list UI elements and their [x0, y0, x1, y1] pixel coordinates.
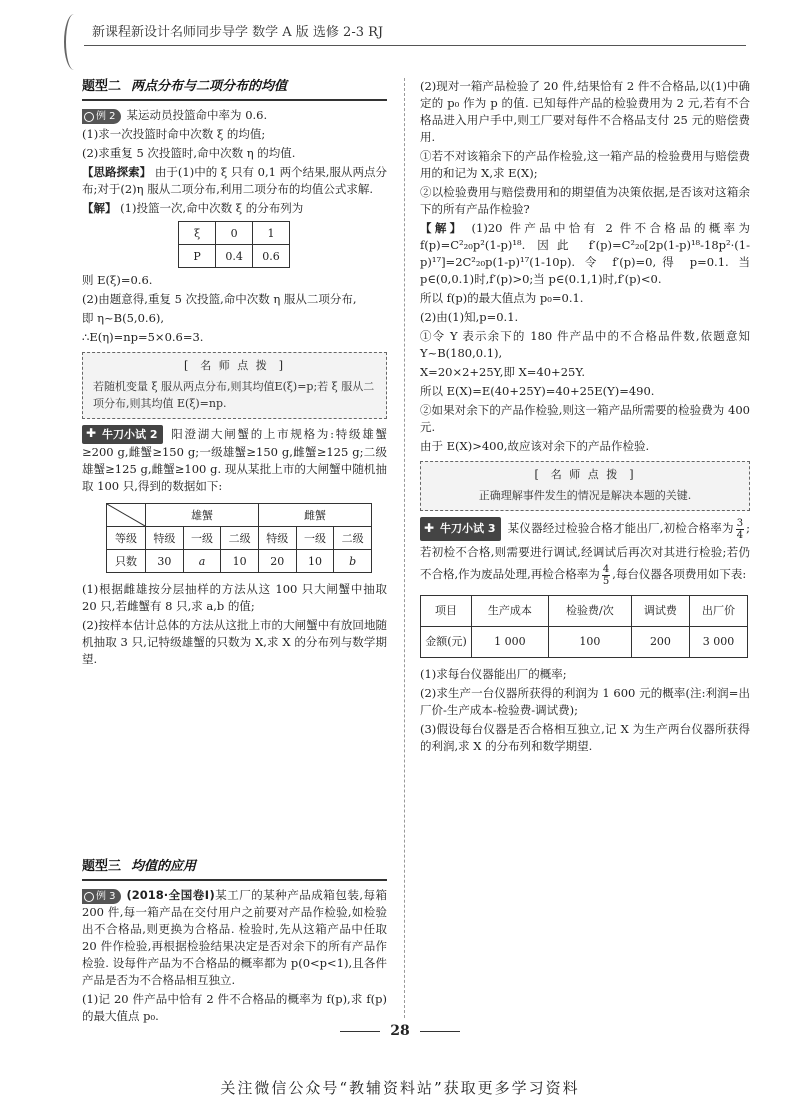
table-cell: P [179, 245, 216, 268]
section-title: 均值的应用 [131, 859, 197, 874]
table-cell: 只数 [107, 550, 146, 573]
trial-text: 某仪器经过检验合格才能出厂,初检合格率为 [507, 521, 734, 535]
solution-line: (1)投篮一次,命中次数 ξ 的分布列为 [120, 201, 304, 215]
example-2 [82, 107, 387, 124]
table-cell: 200 [631, 626, 689, 657]
section-3-block [82, 858, 387, 1027]
solution-line: (2)由(1)知,p=0.1. [420, 310, 519, 324]
example-tag: 例 2 [82, 109, 121, 124]
section-heading-2 [82, 78, 387, 101]
trial-2 [82, 425, 387, 495]
table-cell: 特级 [146, 527, 184, 550]
left-column [82, 78, 388, 1023]
right-column [420, 78, 750, 757]
table-cell: 0 [216, 222, 253, 245]
trial-text: 阳澄湖大闸蟹的上市规格为:特级雄蟹≥200 g,雌蟹≥150 g;一级雄蟹≥150 g,雌蟹≥125 g;二级雄蟹≥125 g,雌蟹≥100 g. 现从某批上市的大闸蟹中随机抽取 100 只,得到的数据如下: [82, 427, 387, 493]
tip-title: 名 师 点 拨 [541, 468, 630, 481]
solution-intro [82, 200, 387, 217]
table-cell: 一级 [183, 527, 221, 550]
tip-text: 正确理解事件发生的情况是解决本题的关键. [478, 489, 692, 502]
solution-line: (2)由题意得,重复 5 次投篮,命中次数 η 服从二项分布, [82, 292, 357, 306]
fraction-numerator: 3 [736, 517, 744, 529]
table-cell: 出厂价 [689, 595, 747, 626]
distribution-table [178, 221, 290, 268]
table-cell: ξ [179, 222, 216, 245]
page-header [0, 0, 800, 70]
fraction-denominator: 5 [602, 575, 610, 587]
tip-text: 若随机变量 ξ 服从两点分布,则其均值E(ξ)=p;若 ξ 服从二项分布,则其均值 E(ξ)=np. [93, 380, 375, 410]
tip-box-2: [ 名 师 点 拨 ] 正确理解事件发生的情况是解决本题的关键. [420, 461, 750, 511]
table-cell: 100 [548, 626, 631, 657]
table-cell: 1 [253, 222, 290, 245]
fraction [736, 518, 744, 541]
header-title: 新课程新设计名师同步导学 数学 A 版 选修 2-3 RJ [92, 25, 384, 40]
section-label: 题型二 [82, 79, 122, 94]
fraction [602, 564, 610, 587]
table-cell: 0.6 [253, 245, 290, 268]
question-line: ①若不对该箱余下的产品作检验,这一箱产品的检验费用与赔偿费用的和记为 X,求 E(X); [420, 149, 750, 180]
table-cell: 30 [146, 550, 184, 573]
solution-label: 【解】 [420, 221, 465, 235]
trial-question: (3)假设每台仪器是否合格相互独立,记 X 为生产两台仪器所获得的利润,求 X 的分布列和数学期望. [420, 721, 750, 753]
solution-label: 【解】 [82, 201, 117, 215]
solution-line: 则 E(ξ)=0.6. [82, 273, 153, 287]
trial-question: (2)求生产一台仪器所获得的利润为 1 600 元的概率(注:利润=出厂价-生产成本-检验费-调试费); [420, 685, 750, 717]
solution-line: 所以 f(p)的最大值点为 p₀=0.1. [420, 291, 584, 305]
table-cell: 一级 [296, 527, 334, 550]
crab-table [106, 503, 372, 573]
page-number-text: 28 [390, 1023, 410, 1039]
page-number [0, 1023, 800, 1040]
table-cell: 10 [221, 550, 259, 573]
solution-line: 所以 E(X)=E(40+25Y)=40+25E(Y)=490. [420, 384, 655, 398]
fraction-numerator: 4 [602, 563, 610, 575]
example-3 [82, 887, 387, 989]
table-cell: 等级 [107, 527, 146, 550]
question-line: ②以检验费用与赔偿费用和的期望值为决策依据,是否该对这箱余下的所有产品作检验? [420, 185, 750, 216]
trial-text: ;若初检不合格,则需要进行调试,经调试后再次对其进行检验;若仍不合格,作为废品处理,再检合格率为 [420, 521, 750, 581]
trial-question: (1)根据雌雄按分层抽样的方法从这 100 只大闸蟹中抽取 20 只,若雌蟹有 8 只,求 a,b 的值; [82, 582, 387, 613]
example-line: (1)求一次投篮时命中次数 ξ 的均值; [82, 127, 266, 141]
trial-tag: ✚ 牛刀小试 2 [82, 425, 163, 444]
table-cell: 特级 [258, 527, 296, 550]
section-heading-3 [82, 858, 387, 881]
table-cell: 20 [258, 550, 296, 573]
table-cell: b [334, 550, 372, 573]
example-line: 某运动员投篮命中率为 0.6. [126, 108, 268, 122]
solution-line: X=20×2+25Y,即 X=40+25Y. [420, 365, 586, 379]
table-cell: 生产成本 [472, 595, 549, 626]
footer-promo: 关注微信公众号“教辅资料站”获取更多学习资料 [220, 1079, 580, 1097]
diagonal-cell [107, 504, 146, 527]
table-cell: 二级 [221, 527, 259, 550]
solution-line: ①令 Y 表示余下的 180 件产品中的不合格品件数,依题意知 Y~B(180,0.1), [420, 329, 750, 360]
solution-line: 由于 E(X)>400,故应该对余下的产品作检验. [420, 439, 650, 453]
column-divider [404, 78, 405, 1018]
table-cell: 金额(元) [421, 626, 472, 657]
table-cell: 检验费/次 [548, 595, 631, 626]
trial-question: (1)求每台仪器能出厂的概率; [420, 666, 567, 681]
solution-line: ②如果对余下的产品作检验,则这一箱产品所需要的检验费为 400 元. [420, 403, 750, 434]
solution-text: (1)20 件产品中恰有 2 件不合格品的概率为 f(p)=C²₂₀p²(1-p)¹⁸. 因此 f′(p)=C²₂₀[2p(1-p)¹⁸-18p²·(1-p)¹⁷]=2C²₂₀p(1-p)¹⁷(1-10p). 令 f′(p)=0,得 p=0.1. 当 p∈(0,0.1)时,f′(p)>0;当 p∈(0.1,1)时,f′(p)<0. [420, 221, 751, 286]
solution-line: 即 η~B(5,0.6), [82, 311, 165, 325]
example-text: 某工厂的某种产品成箱包装,每箱 200 件,每一箱产品在交付用户之前要对产品作检验,如检验出不合格品,则更换为合格品. 检验时,先从这箱产品中任取 20 件作检验,再根据检验结果决定是否对余下的所有产品作检验. 设每件产品为不合格品的概率都为 p(0<p<1),且各件产品是否为不合格品相互独立. [82, 888, 387, 987]
thinking-paragraph [82, 164, 387, 198]
solution-line: ∴E(η)=np=5×0.6=3. [82, 330, 204, 344]
table-cell: 1 000 [472, 626, 549, 657]
table-cell: 10 [296, 550, 334, 573]
header-decoration [64, 14, 84, 70]
table-cell: 0.4 [216, 245, 253, 268]
trial-text: ,每台仪器各项费用如下表: [612, 567, 747, 581]
table-cell: 调试费 [631, 595, 689, 626]
cost-table [420, 595, 748, 658]
fraction-denominator: 4 [736, 529, 744, 541]
table-cell: 雄蟹 [146, 504, 259, 527]
trial-tag: ✚ 牛刀小试 3 [420, 517, 501, 541]
header-rule [84, 45, 746, 46]
thinking-text: 由于(1)中的 ξ 只有 0,1 两个结果,服从两点分布;对于(2)η 服从二项分布,利用二项分布的均值公式求解. [82, 165, 388, 196]
section-label: 题型三 [82, 859, 122, 874]
trial-3 [420, 517, 750, 587]
thinking-label: 【思路探索】 [82, 165, 152, 179]
diagonal-line [107, 504, 145, 526]
table-cell: 3 000 [689, 626, 747, 657]
table-cell: 二级 [334, 527, 372, 550]
table-cell: 雌蟹 [258, 504, 371, 527]
example-tag: 例 3 [82, 889, 121, 904]
solution-line [420, 220, 750, 288]
tip-box-1: [ 名 师 点 拨 ] 若随机变量 ξ 服从两点分布,则其均值E(ξ)=p;若 ξ 服从二项分布,则其均值 E(ξ)=np. [82, 352, 387, 419]
tip-title: 名 师 点 拨 [190, 359, 279, 372]
trial-question: (2)按样本估计总体的方法从这批上市的大闸蟹中有放回地随机抽取 3 只,记特级雄蟹的只数为 X,求 X 的分布列与数学期望. [82, 618, 387, 666]
example-source: (2018·全国卷Ⅰ) [126, 888, 215, 902]
question-line: (2)现对一箱产品检验了 20 件,结果恰有 2 件不合格品,以(1)中确定的 p₀ 作为 p 的值. 已知每件产品的检验费用为 2 元,若有不合格品进入用户手中,则工厂要对每件不合格品支付 25 元的赔偿费用. [420, 79, 750, 144]
table-cell: 项目 [421, 595, 472, 626]
example-line: (2)求重复 5 次投篮时,命中次数 η 的均值. [82, 146, 296, 160]
example-question: (1)记 20 件产品中恰有 2 件不合格品的概率为 f(p),求 f(p)的最大值点 p₀. [82, 992, 387, 1023]
section-title: 两点分布与二项分布的均值 [131, 79, 288, 94]
table-cell: a [183, 550, 221, 573]
